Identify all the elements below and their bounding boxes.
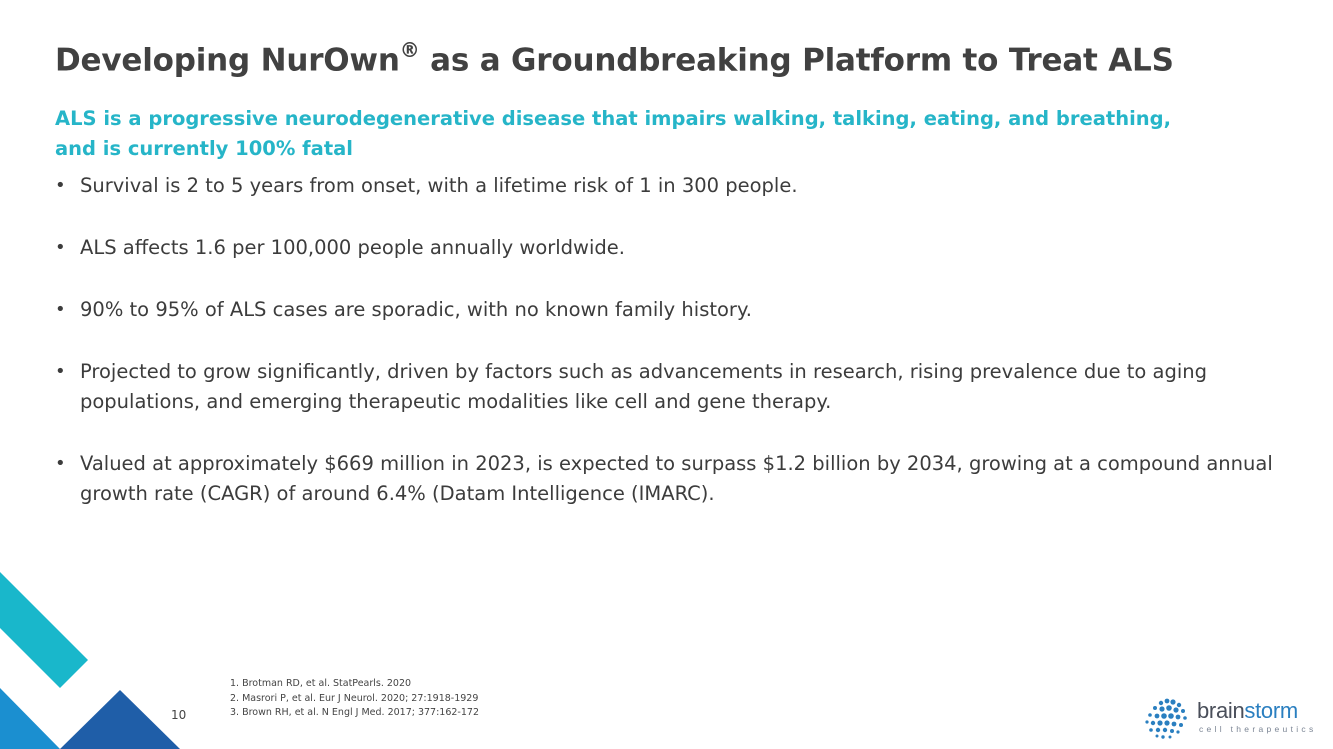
bullet-text: Survival is 2 to 5 years from onset, with a lifetime risk of 1 in 300 people. [80,174,798,197]
deco-mid-triangle [0,688,60,749]
bullet-item [55,171,1285,201]
bullet-item [55,295,1285,325]
bullet-dot: • [55,299,66,320]
reference-item: 1. Brotman RD, et al. StatPearls. 2020 [230,678,412,689]
bullet-item [55,233,1285,263]
logo-word-storm: storm [1244,698,1298,723]
logo-word-brain: brain [1197,698,1245,723]
deco-dark-triangle [60,690,180,749]
bullet-item [55,449,1285,509]
registered-mark: ® [399,38,420,62]
bullet-item [55,357,1285,417]
bullet-text: Valued at approximately $669 million in 2023, is expected to surpass $1.2 billion by 2034, growing at a compound annual growth rate (CAGR) of around 6.4% (Datam Intelligence (IMARC). [80,452,1273,505]
bullet-text: Projected to grow significantly, driven by factors such as advancements in research, rising prevalence due to aging populations, and emerging therapeutic modalities like cell and gene therapy. [80,360,1208,413]
bullet-list [55,171,1285,541]
references [230,677,479,721]
corner-decoration [0,560,200,749]
logo-tagline: cell therapeutics [1199,724,1317,734]
logo-wordmark [1197,698,1298,724]
bullet-dot: • [55,453,66,474]
title-main: Developing NurOwn [55,42,400,79]
slide-subtitle: ALS is a progressive neurodegenerative disease that impairs walking, talking, eating, and breathing, and is currently 100% fatal [55,107,1172,160]
reference-item: 2. Masrori P, et al. Eur J Neurol. 2020; 27:1918-1929 [230,692,479,704]
page-number: 10 [171,708,187,722]
title-rest: as a Groundbreaking Platform to Treat ALS [419,42,1174,79]
bullet-text: ALS affects 1.6 per 100,000 people annually worldwide. [80,236,626,259]
deco-cyan-stripe [0,572,88,688]
bullet-text: 90% to 95% of ALS cases are sporadic, with no known family history. [80,298,752,321]
reference-item: 3. Brown RH, et al. N Engl J Med. 2017; 377:162-172 [230,707,479,718]
bullet-dot: • [55,237,66,258]
bullet-dot: • [55,175,66,196]
bullet-dot: • [55,361,66,382]
slide-title [55,40,1174,78]
